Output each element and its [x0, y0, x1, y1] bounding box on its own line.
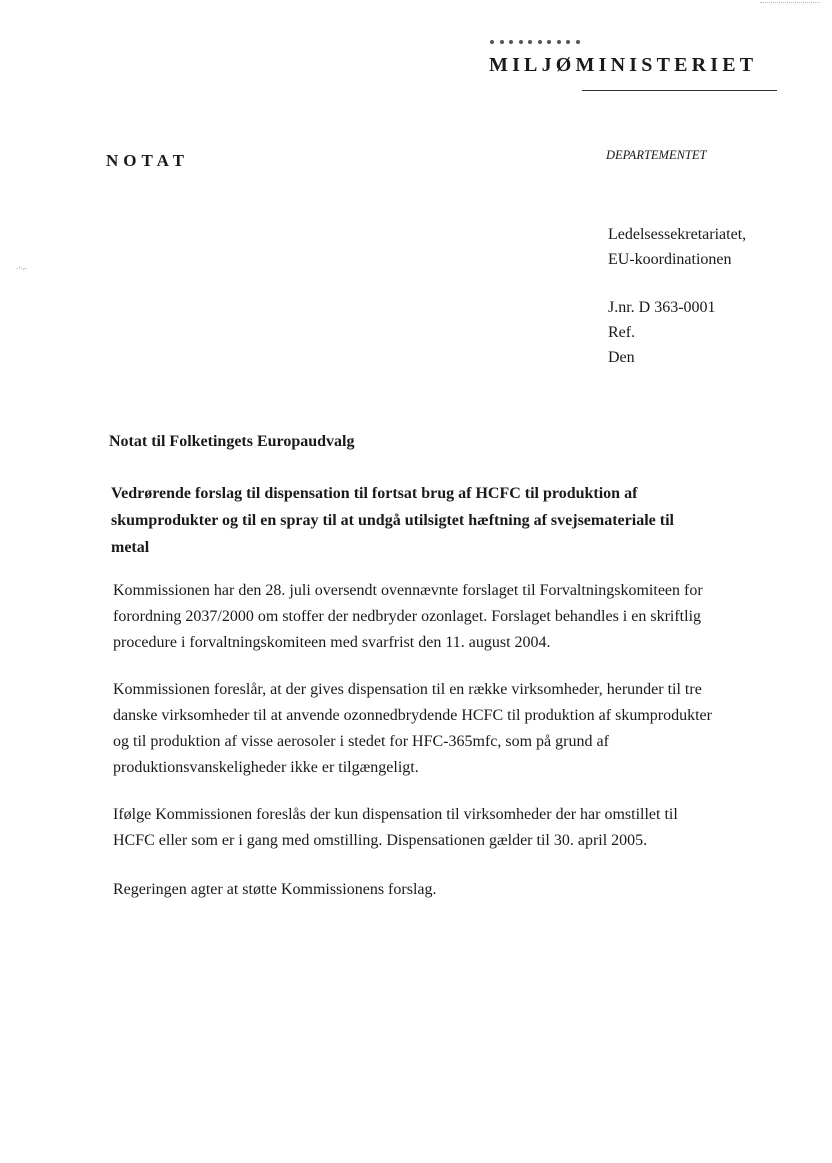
paragraph-line: Regeringen agter at støtte Kommissionens forslag.: [113, 881, 437, 898]
paragraph-line: og til produktion af visse aerosoler i stedet for HFC-365mfc, som på grund af: [113, 733, 609, 750]
journal-number: J.nr. D 363-0001: [608, 299, 716, 316]
paragraph-line: produktionsvanskeligheder ikke er tilgængeligt.: [113, 759, 419, 776]
reference-block: [608, 295, 716, 370]
paragraph-line: HCFC eller som er i gang med omstilling. Dispensationen gælder til 30. april 2005.: [113, 832, 648, 849]
subject-line: metal: [111, 539, 150, 556]
subject-line: Vedrørende forslag til dispensation til fortsat brug af HCFC til produktion af: [111, 485, 638, 502]
paragraph-line: danske virksomheder til at anvende ozonnedbrydende HCFC til produktion af skumprodukter: [113, 707, 712, 724]
sender-unit-line: Ledelsessekretariatet,: [608, 226, 747, 243]
document-type: NOTAT: [106, 151, 189, 170]
reference-label: Ref.: [608, 324, 636, 341]
scan-speck: ·ʻ·⌐: [16, 265, 27, 273]
department-name: DEPARTEMENTET: [606, 148, 707, 162]
sender-unit: [608, 222, 746, 272]
document-heading: Notat til Folketingets Europaudvalg: [109, 433, 355, 450]
letterhead-divider: [582, 90, 777, 91]
paragraph-line: Kommissionen har den 28. juli oversendt ovennævnte forslaget til Forvaltningskomiteen for: [113, 582, 703, 599]
scan-artifact: [760, 2, 820, 3]
ministry-name: MILJØMINISTERIET: [489, 54, 758, 76]
ministry-logo-icon: [490, 37, 580, 47]
body-paragraph: [113, 578, 753, 656]
paragraph-line: Ifølge Kommissionen foreslås der kun dispensation til virksomheder der har omstillet til: [113, 806, 678, 823]
paragraph-line: forordning 2037/2000 om stoffer der nedbryder ozonlaget. Forslaget behandles i en skriftlig: [113, 608, 702, 625]
sender-unit-line: EU-koordinationen: [608, 251, 732, 268]
body-paragraph: [113, 802, 753, 854]
paragraph-line: procedure i forvaltningskomiteen med svarfrist den 11. august 2004.: [113, 634, 551, 651]
date-label: Den: [608, 349, 635, 366]
subject-title: [111, 480, 721, 561]
subject-line: skumprodukter og til en spray til at undgå utilsigtet hæftning af svejsemateriale til: [111, 512, 674, 529]
body-paragraph: [113, 677, 753, 781]
body-paragraph: [113, 877, 753, 903]
paragraph-line: Kommissionen foreslår, at der gives dispensation til en række virksomheder, herunder til tre: [113, 681, 702, 698]
